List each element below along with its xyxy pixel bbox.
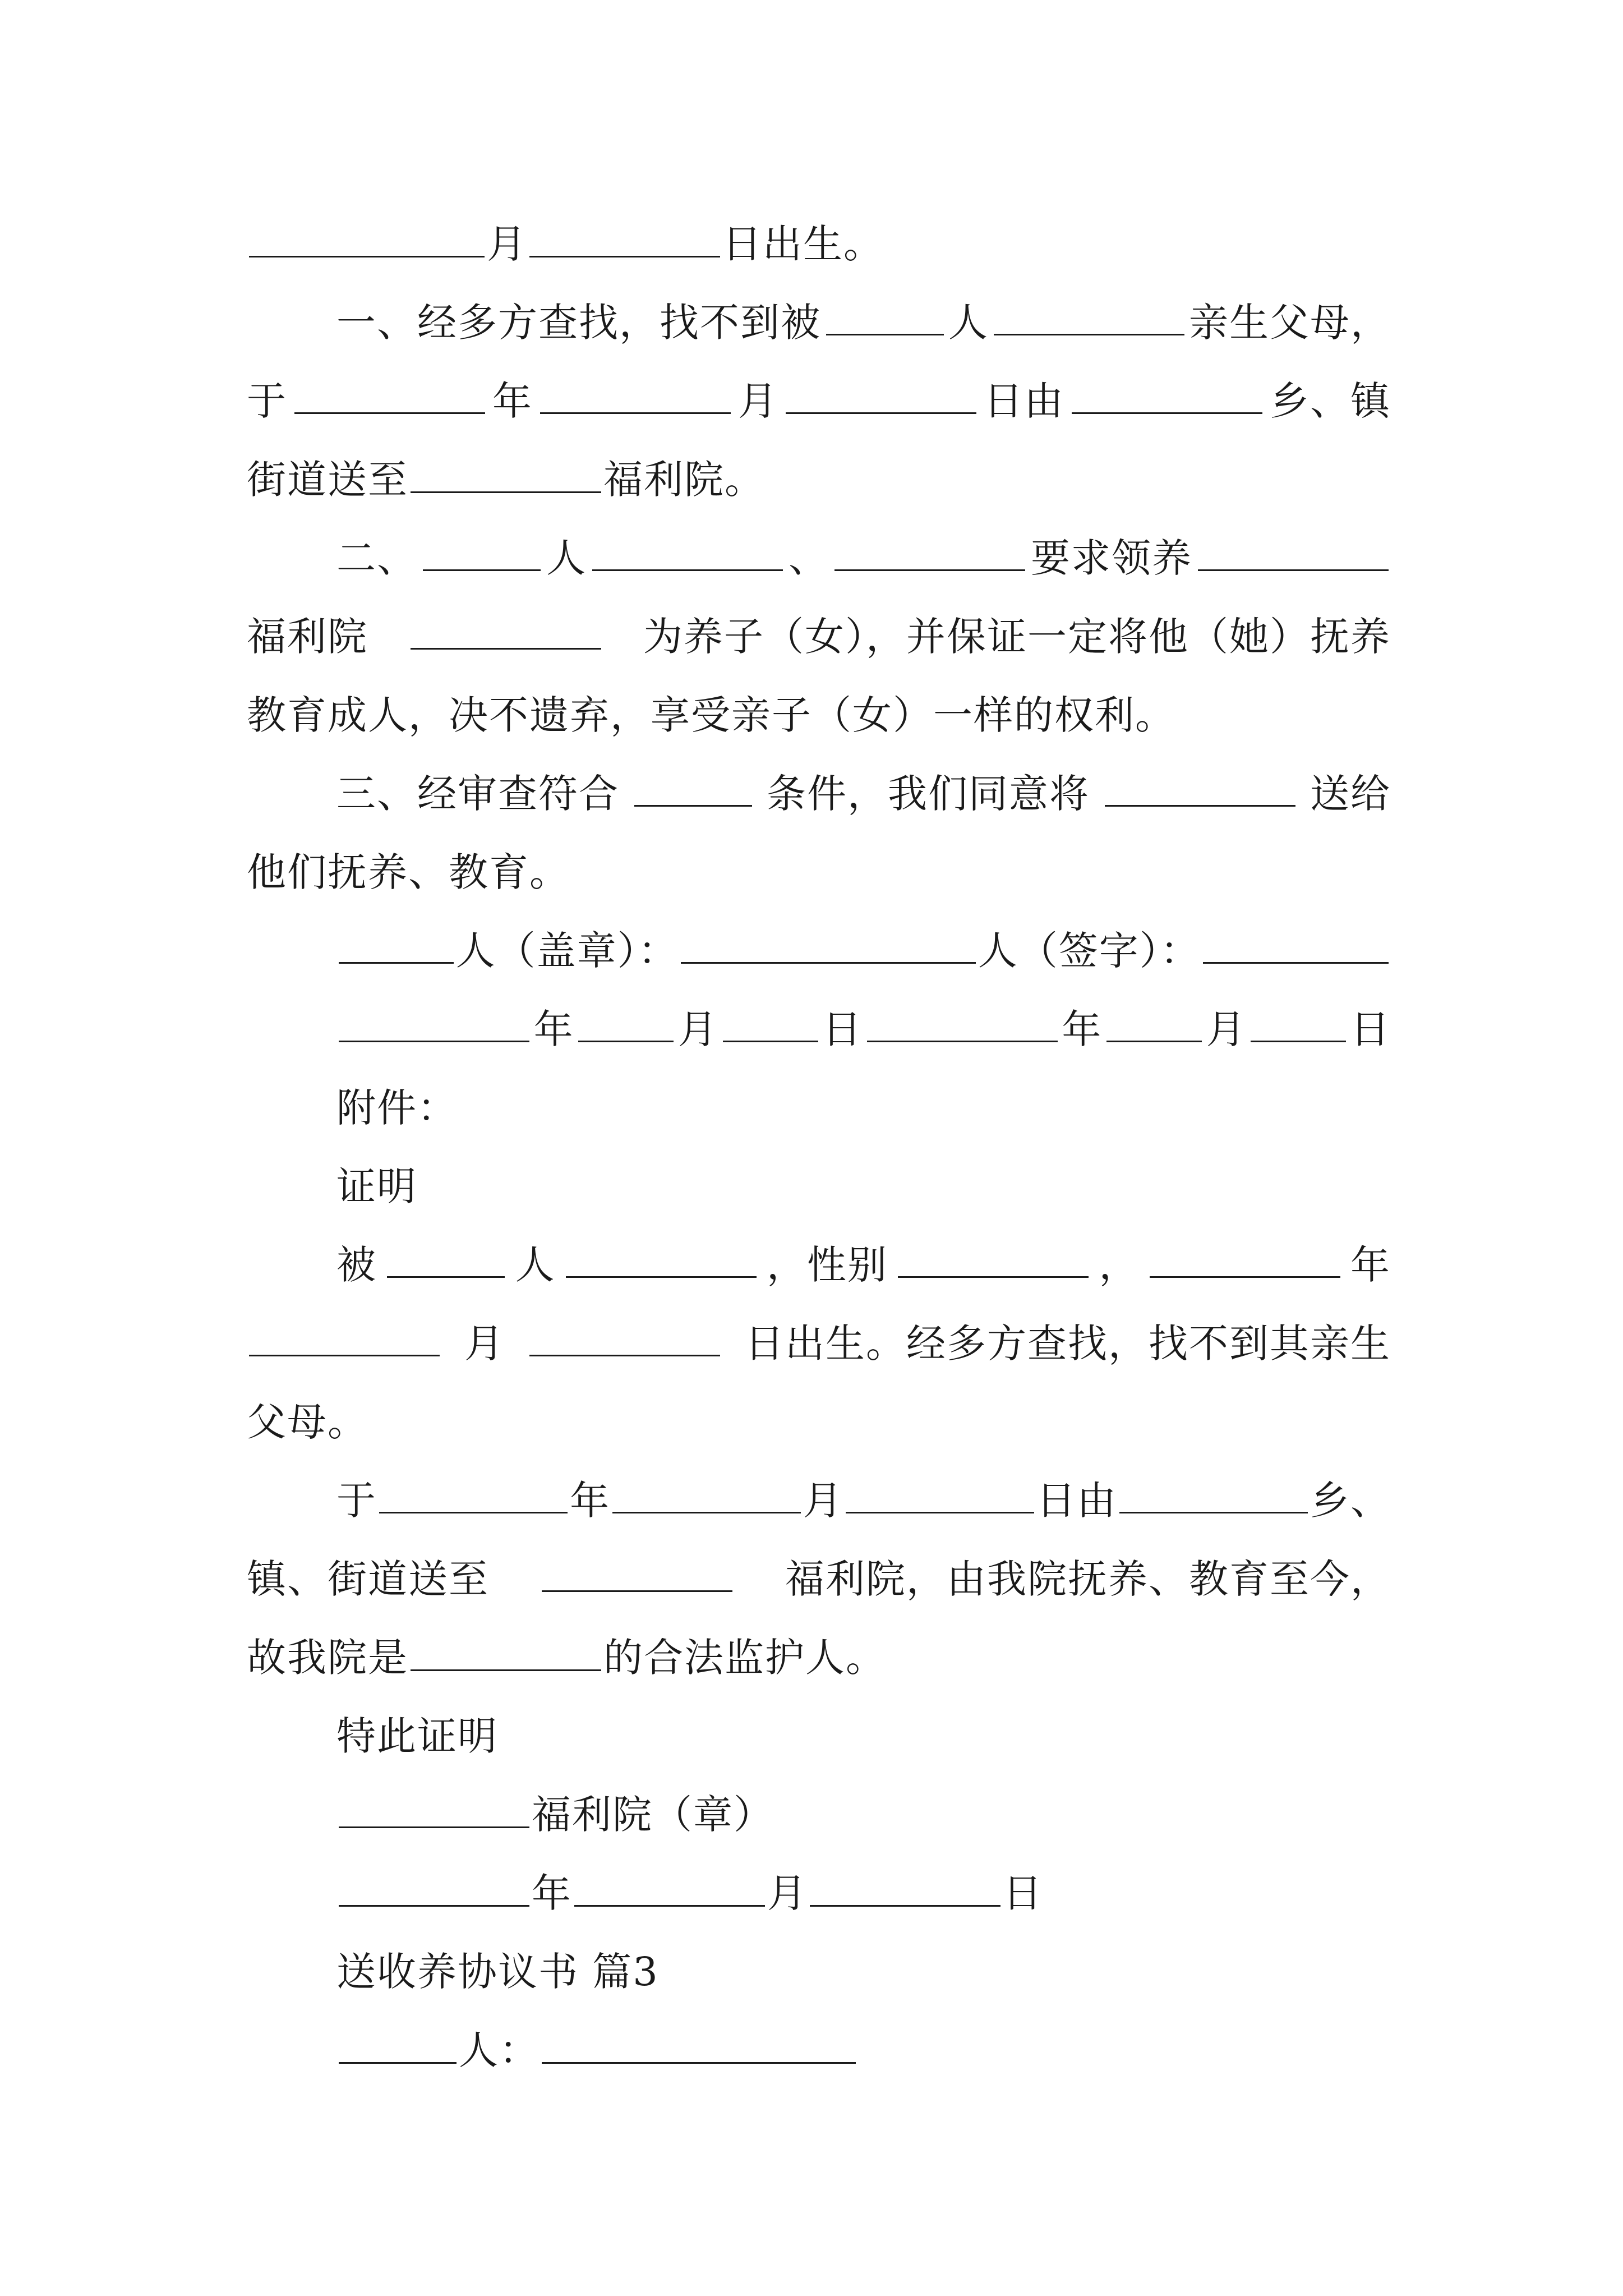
blank-field [826,295,944,335]
certificate-text: 人 [515,1242,556,1288]
blank-field [294,373,485,414]
date-day: 日 [1003,1870,1043,1916]
blank-field [542,1551,732,1592]
blank-field [1251,1001,1346,1042]
clause-2-line-3: 教育成人，决不遗弃，享受亲子（女）一样的权利。 [247,692,1175,738]
blank-field [387,1237,505,1278]
clause-2-line-2 [247,609,1391,665]
blank-field [339,2023,457,2064]
blank-field [339,923,454,964]
blank-field [249,1315,440,1356]
clause-1-line-2 [247,373,1391,429]
clause-1-text: 乡、镇 [1270,378,1391,424]
clause-1-line-3 [247,452,1391,508]
certificate-text: 月 [803,1478,843,1524]
certificate-text: 被 [336,1242,377,1288]
clause-1-text: 人 [948,300,989,346]
stamp-label: 福利院（章） [532,1792,774,1838]
seal-label: 人（盖章）： [455,928,679,974]
signature-date-line [336,1001,1391,1057]
clause-1-text: 福利院。 [603,457,765,503]
blank-field [529,1315,720,1356]
blank-field [612,1473,801,1513]
certificate-title: 证明 [336,1163,417,1209]
blank-field [339,1866,529,1907]
attachment-label: 附件： [336,1085,458,1131]
date-month: 月 [1206,1006,1247,1052]
blank-field [529,217,720,257]
blank-field [810,1866,1000,1907]
blank-field [379,1473,568,1513]
clause-3-line-2: 他们抚养、教育。 [247,849,570,895]
blank-field [681,923,976,964]
clause-2-text: 为养子（女），并保证一定将他（她）抚养 [643,614,1391,660]
certificate-line-2 [247,1315,1391,1372]
certificate-text: 的合法监护人。 [603,1635,886,1681]
certificate-date-line [336,1865,1391,1921]
certificate-text: 福利院，由我院抚养、教育至今， [785,1556,1391,1602]
blank-field [542,2023,856,2064]
clause-2-text: 福利院 [247,614,368,660]
certificate-line-4 [336,1473,1391,1529]
blank-field [574,1866,765,1907]
certificate-text: 日出生。经多方查找，找不到其亲生 [745,1320,1391,1366]
date-month: 月 [677,1006,718,1052]
section-heading: 送收养协议书 篇3 [336,1949,659,1995]
stamp-line [336,1787,1391,1843]
blank-field [1072,373,1262,414]
date-day: 日 [822,1006,863,1052]
blank-field [592,530,783,571]
clause-2-text: 要求领养 [1031,535,1192,581]
special-certification: 特此证明 [336,1713,498,1759]
date-year: 年 [533,1006,574,1052]
party-label: 人： [459,2027,540,2073]
blank-field [339,1001,529,1042]
clause-1-text: 亲生父母， [1189,300,1391,346]
party-line [336,2022,1391,2078]
blank-field [578,1001,674,1042]
sign-label: 人（签字）： [978,928,1201,974]
blank-field [1119,1473,1308,1513]
blank-field [723,1001,818,1042]
date-year: 年 [532,1870,572,1916]
blank-field [1150,1237,1340,1278]
clause-1-line-1 [336,295,1391,351]
clause-3-text: 送给 [1310,771,1391,817]
signature-line [336,923,1391,979]
date-month: 月 [767,1870,808,1916]
date-year: 年 [1062,1006,1103,1052]
blank-field [566,1237,757,1278]
blank-field [1106,1001,1202,1042]
certificate-text: 月 [464,1320,505,1366]
certificate-text: 日由 [1036,1478,1117,1524]
clause-1-text: 于 [247,378,287,424]
blank-field [1105,766,1295,807]
certificate-text: 镇、街道送至 [247,1556,489,1602]
text-born: 日出生。 [722,221,884,267]
clause-1-text: 街道送至 [247,457,408,503]
birth-date-line [247,216,1391,272]
blank-field [634,766,752,807]
blank-field [411,452,601,493]
blank-field [898,1237,1089,1278]
blank-field [249,217,485,257]
clause-3-line-1 [336,766,1391,822]
clause-3-text: 三、经审查符合 [336,771,619,817]
clause-1-text: 月 [738,378,778,424]
blank-field [423,530,541,571]
blank-field [834,530,1025,571]
blank-field [339,1787,529,1828]
certificate-text: 乡、 [1310,1478,1391,1524]
certificate-line-6 [247,1630,1391,1686]
blank-field [1198,530,1389,571]
clause-2-text: 人 [546,535,587,581]
blank-field [540,373,731,414]
date-day: 日 [1350,1006,1391,1052]
certificate-text: ，性别 [767,1242,888,1288]
blank-field [1203,923,1389,964]
blank-field [994,295,1184,335]
certificate-text: 年 [570,1478,610,1524]
certificate-text: 故我院是 [247,1635,408,1681]
certificate-text: 于 [336,1478,377,1524]
certificate-line-1 [336,1237,1391,1293]
blank-field [867,1001,1058,1042]
clause-2-text: 、 [789,535,829,581]
blank-field [786,373,976,414]
blank-field [846,1473,1034,1513]
blank-field [411,609,601,650]
certificate-text: 年 [1350,1242,1391,1288]
text-month: 月 [487,221,527,267]
clause-2-text: 二、 [336,535,417,581]
clause-2-line-1 [336,530,1391,586]
clause-3-text: 条件，我们同意将 [767,771,1090,817]
certificate-line-3: 父母。 [247,1399,368,1445]
clause-1-text: 年 [492,378,533,424]
clause-1-text: 日由 [984,378,1064,424]
clause-1-text: 一、经多方查找，找不到被 [336,300,821,346]
certificate-line-5 [247,1551,1391,1607]
blank-field [411,1630,601,1671]
certificate-text: ， [1099,1242,1140,1288]
